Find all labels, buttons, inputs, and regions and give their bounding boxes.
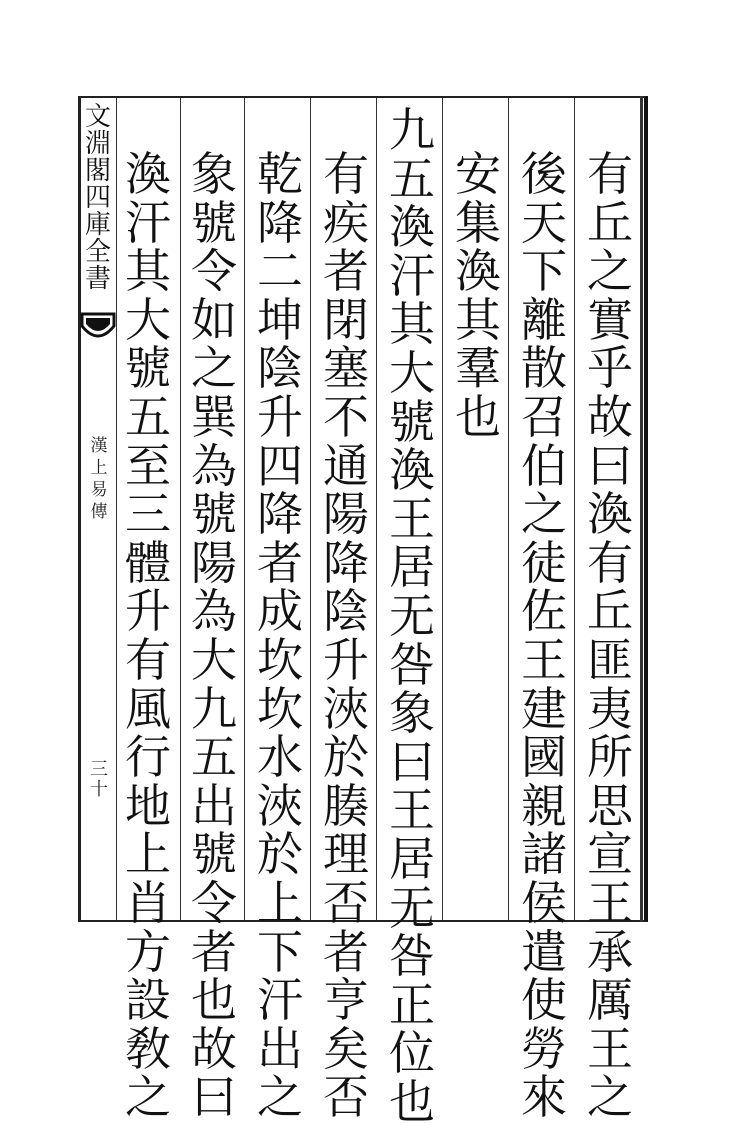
character: 漢 <box>90 436 108 456</box>
character: 地 <box>125 778 171 833</box>
character: 汗 <box>389 248 435 303</box>
character: 理 <box>323 827 369 882</box>
character: 匪 <box>587 632 633 687</box>
character: 升 <box>323 632 369 687</box>
character: 通 <box>323 438 369 493</box>
character: 其 <box>125 244 171 299</box>
text-column-3 <box>450 147 506 444</box>
character: 上 <box>257 875 303 930</box>
character: 象 <box>191 147 237 201</box>
column-rule <box>442 98 443 920</box>
column-rule <box>574 98 575 920</box>
character: 令 <box>191 875 237 930</box>
character: 二 <box>257 244 303 299</box>
character: 亨 <box>323 973 369 1028</box>
character: 佐 <box>521 584 567 639</box>
character: 王 <box>389 491 435 546</box>
text-column-6 <box>252 147 308 1125</box>
character: 渙 <box>389 443 435 498</box>
character: 曰 <box>389 734 435 789</box>
character: 於 <box>323 730 369 785</box>
character: 腠 <box>323 778 369 833</box>
character: 離 <box>521 292 567 347</box>
character: 厲 <box>587 973 633 1028</box>
character: 侯 <box>521 875 567 930</box>
character: 陽 <box>323 487 369 542</box>
character: 書 <box>84 264 111 294</box>
character: 也 <box>191 973 237 1028</box>
character: 夷 <box>587 681 633 736</box>
character: 居 <box>389 831 435 886</box>
character: 渙 <box>389 200 435 255</box>
character: 出 <box>191 778 237 833</box>
character: 天 <box>521 195 567 250</box>
character: 親 <box>521 778 567 833</box>
character: 上 <box>125 827 171 882</box>
character: 乎 <box>587 341 633 396</box>
character: 其 <box>389 297 435 352</box>
character: 行 <box>125 730 171 785</box>
character: 九 <box>191 681 237 736</box>
character: 羣 <box>455 341 501 396</box>
character: 乾 <box>257 147 303 201</box>
character: 王 <box>587 1021 633 1076</box>
character: 出 <box>257 1021 303 1076</box>
character: 如 <box>191 292 237 347</box>
character: 使 <box>521 973 567 1028</box>
character: 渙 <box>455 244 501 299</box>
character: 者 <box>323 244 369 299</box>
text-column-8 <box>120 147 176 1125</box>
character: 四 <box>257 438 303 493</box>
character: 徒 <box>521 535 567 590</box>
character: 浹 <box>323 681 369 736</box>
character: 水 <box>257 730 303 785</box>
character: 敎 <box>125 1021 171 1076</box>
character: 國 <box>521 730 567 785</box>
character: 坎 <box>257 681 303 736</box>
character: 者 <box>323 924 369 979</box>
character: 降 <box>257 487 303 542</box>
character: 閣 <box>84 156 111 186</box>
character: 者 <box>191 924 237 979</box>
character: 成 <box>257 584 303 639</box>
column-rule <box>508 98 509 920</box>
character: 肖 <box>125 875 171 930</box>
character: 故 <box>587 389 633 444</box>
character: 象 <box>389 686 435 741</box>
character: 實 <box>587 292 633 347</box>
character: 有 <box>587 147 633 201</box>
character: 勞 <box>521 1021 567 1076</box>
character: 三 <box>125 487 171 542</box>
character: 宣 <box>587 827 633 882</box>
character: 降 <box>257 195 303 250</box>
character: 有 <box>125 632 171 687</box>
text-column-7 <box>186 147 242 1125</box>
character: 建 <box>521 681 567 736</box>
character: 咎 <box>389 637 435 692</box>
character: 大 <box>191 632 237 687</box>
character: 曰 <box>587 438 633 493</box>
character: 集 <box>455 195 501 250</box>
character: 下 <box>257 924 303 979</box>
character: 為 <box>191 438 237 493</box>
character: 方 <box>125 924 171 979</box>
character: 正 <box>389 977 435 1032</box>
character: 散 <box>521 341 567 396</box>
character: 位 <box>389 1026 435 1081</box>
character: 淵 <box>84 129 111 159</box>
character: 五 <box>125 389 171 444</box>
character: 全 <box>84 237 111 267</box>
character: 號 <box>191 827 237 882</box>
character: 五 <box>389 151 435 206</box>
folio-number: 三十 <box>90 759 108 800</box>
character: 陰 <box>323 584 369 639</box>
character: 有 <box>587 535 633 590</box>
character: 浹 <box>257 778 303 833</box>
character: 號 <box>191 195 237 250</box>
character: 有 <box>323 147 369 201</box>
character: 之 <box>587 244 633 299</box>
character: 否 <box>323 1070 369 1125</box>
character: 傳 <box>90 502 108 522</box>
character: 者 <box>257 535 303 590</box>
character: 坎 <box>257 632 303 687</box>
page-border-inner-right <box>640 96 643 922</box>
character: 居 <box>389 540 435 595</box>
fish-tail-ornament <box>80 312 116 352</box>
character: 至 <box>125 438 171 493</box>
character: 曰 <box>191 1070 237 1125</box>
character: 也 <box>455 389 501 444</box>
character: 易 <box>90 480 108 500</box>
column-rule <box>116 98 117 920</box>
character: 渙 <box>125 147 171 201</box>
column-rule <box>180 98 181 920</box>
character: 九 <box>389 103 435 157</box>
character: 不 <box>323 389 369 444</box>
character: 也 <box>389 1074 435 1129</box>
character: 之 <box>191 341 237 396</box>
column-rule <box>244 98 245 920</box>
character: 庫 <box>84 210 111 240</box>
character: 文 <box>84 102 111 132</box>
character: 之 <box>587 1070 633 1125</box>
text-column-4 <box>384 103 440 1129</box>
character: 安 <box>455 147 501 201</box>
character: 否 <box>323 875 369 930</box>
text-column-2 <box>516 147 572 1125</box>
character: 汗 <box>257 973 303 1028</box>
character: 號 <box>191 487 237 542</box>
column-rule <box>310 98 311 920</box>
character: 之 <box>257 1070 303 1125</box>
character: 令 <box>191 244 237 299</box>
character: 伯 <box>521 438 567 493</box>
character: 承 <box>587 924 633 979</box>
character: 丘 <box>587 195 633 250</box>
character: 坤 <box>257 292 303 347</box>
character: 之 <box>125 1070 171 1125</box>
character: 陰 <box>257 341 303 396</box>
character: 五 <box>191 730 237 785</box>
character: 號 <box>389 394 435 449</box>
character: 設 <box>125 973 171 1028</box>
character: 其 <box>455 292 501 347</box>
character: 召 <box>521 389 567 444</box>
character: 所 <box>587 730 633 785</box>
collection-title <box>84 104 112 293</box>
character: 陽 <box>191 535 237 590</box>
character: 降 <box>323 535 369 590</box>
character: 汗 <box>125 195 171 250</box>
character: 下 <box>521 244 567 299</box>
character: 來 <box>521 1070 567 1125</box>
character: 號 <box>125 341 171 396</box>
character: 无 <box>389 880 435 935</box>
character: 之 <box>521 487 567 542</box>
character: 後 <box>521 147 567 201</box>
text-column-1 <box>582 147 638 1125</box>
character: 矣 <box>323 1021 369 1076</box>
character: 塞 <box>323 341 369 396</box>
text-column-5 <box>318 147 374 1125</box>
chapter-title <box>88 436 110 524</box>
character: 四 <box>84 183 111 213</box>
character: 思 <box>587 778 633 833</box>
character: 巽 <box>191 389 237 444</box>
character: 諸 <box>521 827 567 882</box>
character: 於 <box>257 827 303 882</box>
character: 大 <box>389 345 435 400</box>
column-rule <box>376 98 377 920</box>
character: 王 <box>587 875 633 930</box>
character: 閉 <box>323 292 369 347</box>
character: 渙 <box>587 487 633 542</box>
character: 王 <box>521 632 567 687</box>
character: 為 <box>191 584 237 639</box>
character: 遣 <box>521 924 567 979</box>
character: 疾 <box>323 195 369 250</box>
character: 升 <box>257 389 303 444</box>
character: 風 <box>125 681 171 736</box>
character: 升 <box>125 584 171 639</box>
character: 王 <box>389 783 435 838</box>
character: 无 <box>389 588 435 643</box>
character: 體 <box>125 535 171 590</box>
character: 丘 <box>587 584 633 639</box>
character: 咎 <box>389 929 435 984</box>
character: 大 <box>125 292 171 347</box>
character: 故 <box>191 1021 237 1076</box>
character: 上 <box>90 458 108 478</box>
